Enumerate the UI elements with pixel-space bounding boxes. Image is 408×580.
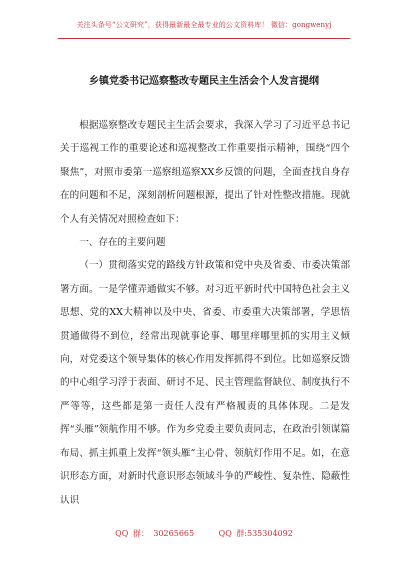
header-divider (58, 38, 350, 39)
footer-qq-group-1: QQ 群： 30265665 (115, 529, 195, 538)
header-banner: 关注头条号“公文研究”，获得最新最全最专业的公文资料库！ 微信：gongwenyj (76, 21, 332, 29)
document-title: 乡镇党委书记巡察整改专题民主生活会个人发言提纲 (89, 76, 319, 87)
footer-qq-group-2: QQ 群:535304092 (218, 529, 293, 538)
section-heading: 一、存在的主要问题 (79, 237, 166, 249)
document-body (60, 114, 350, 512)
body-paragraph: （一）贯彻落实党的路线方针政策和党中央及省委、市委决策部署方面。一是学懂弄通做实不够。对习近平新时代中国特色社会主义思想、党的XX大精神以及中央、省委、市委重大决策部署，学思悟贯通做得不到位，经常出现就事论事、哪里痒哪里抓的实用主义倾向，对党委这个领导集体的核心作用发挥抓得不到位。比如巡察反馈的中心组学习浮于表面、研讨不足、民主管理监督缺位、制度执行不严等等，这些都是第一责任人没有严格履责的具体体现。二是发挥“头雁”领航作用不够。作为乡党委主要负责同志，在政治引领谋篇布局、抓主抓重上发挥“领头雁”主心骨、领航灯作用不足。如，在意识形态方面，对新时代意识形态领域斗争的严峻性、复杂性、隐蔽性认识 (60, 260, 350, 506)
intro-paragraph: 根据巡察整改专题民主生活会要求，我深入学习了习近平总书记关于巡视工作的重要论述和巡视整改工作重要指示精神，围绕“四个聚焦”，对照市委第一巡察组巡察XX乡反馈的问题，全面查找自身存在的问题和不足，深刻剖析问题根源，提出了针对性整改措施。现就个人有关情况对照检查如下： (60, 120, 350, 225)
footer-contact (0, 528, 408, 539)
